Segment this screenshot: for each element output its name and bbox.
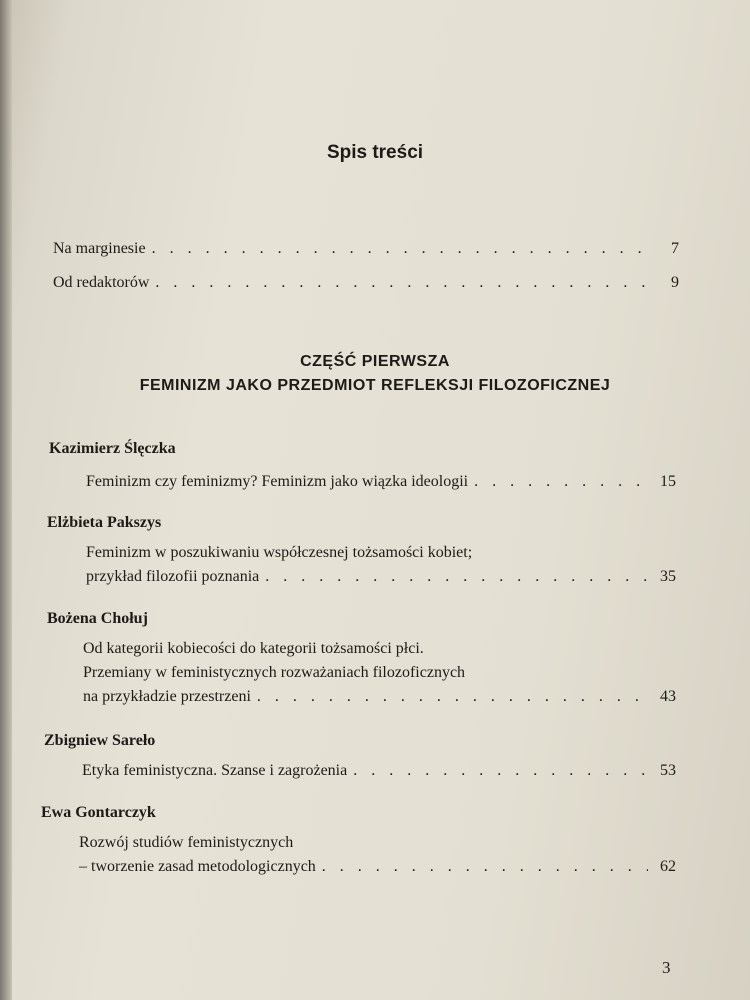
entry-title-line: Przemiany w feministycznych rozważaniach filozoficznych <box>83 664 466 681</box>
dot-leader <box>155 274 651 292</box>
toc-entry <box>82 762 676 780</box>
toc-entry-front-1 <box>53 240 679 258</box>
dot-leader <box>257 688 648 706</box>
page-number: 3 <box>662 958 671 977</box>
entry-page-number: 43 <box>660 688 676 705</box>
dot-leader <box>353 762 648 780</box>
entry-title-line: Od kategorii kobiecości do kategorii tożsamości płci. <box>83 640 424 657</box>
entry-author: Bożena Chołuj <box>47 610 148 627</box>
entry-page-number: 9 <box>671 274 679 291</box>
entry-page-number: 35 <box>660 568 676 585</box>
entry-author: Kazimierz Ślęczka <box>49 440 176 457</box>
dot-leader <box>322 858 648 876</box>
entry-author: Zbigniew Sareło <box>44 732 156 749</box>
entry-page-number: 7 <box>671 240 679 257</box>
entry-title: przykład filozofii poznania <box>86 568 260 585</box>
toc-entry <box>86 473 676 491</box>
toc-entry-front-2 <box>53 274 679 292</box>
entry-page-number: 62 <box>660 858 676 875</box>
dot-leader <box>474 473 648 491</box>
toc-entry <box>86 568 676 586</box>
entry-title: – tworzenie zasad metodologicznych <box>79 858 316 875</box>
toc-entry <box>79 858 676 876</box>
entry-page-number: 53 <box>660 762 676 779</box>
entry-label: Na marginesie <box>53 240 146 257</box>
toc-entry <box>83 688 676 706</box>
entry-title-line: Feminizm w poszukiwaniu współczesnej tożsamości kobiet; <box>86 544 473 561</box>
dot-leader <box>265 568 648 586</box>
entry-title: Feminizm czy feminizmy? Feminizm jako wiązka ideologii <box>86 473 469 490</box>
dot-leader <box>152 240 651 258</box>
entry-page-number: 15 <box>660 473 676 490</box>
toc-title: Spis treści <box>326 142 424 163</box>
entry-author: Ewa Gontarczyk <box>41 804 156 821</box>
entry-author: Elżbieta Pakszys <box>47 514 162 531</box>
entry-label: Od redaktorów <box>53 274 150 291</box>
entry-title-line: Rozwój studiów feministycznych <box>79 834 294 851</box>
entry-title: na przykładzie przestrzeni <box>83 688 251 705</box>
part-number-heading: CZĘŚĆ PIERWSZA <box>300 353 450 370</box>
entry-title: Etyka feministyczna. Szanse i zagrożenia <box>82 762 348 779</box>
part-title-heading: FEMINIZM JAKO PRZEDMIOT REFLEKSJI FILOZOFICZNEJ <box>139 377 611 394</box>
